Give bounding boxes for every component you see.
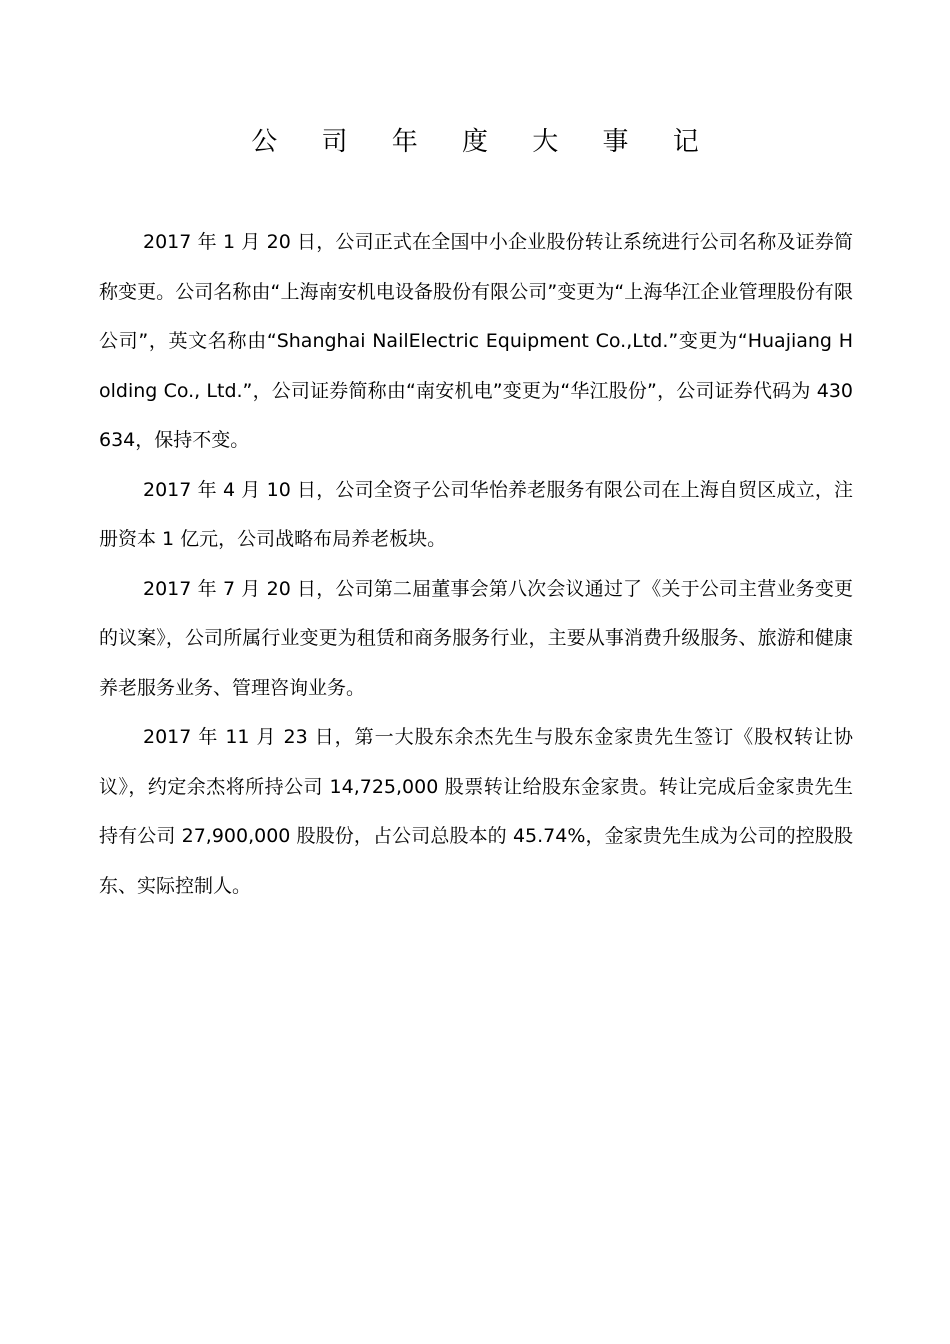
- event-paragraph-share-transfer: 2017 年 11 月 23 日，第一大股东余杰先生与股东金家贵先生签订《股权转让协议》，约定余杰将所持公司 14,725,000 股票转让给股东金家贵。转让完成后金家贵先生持有公司 27,900,000 股股份，占公司总股本的 45.74%，金家贵先生成为公司的控股股东、实际控制人。: [99, 726, 853, 897]
- event-paragraph-business-change: 2017 年 7 月 20 日，公司第二届董事会第八次会议通过了《关于公司主营业务变更的议案》，公司所属行业变更为租赁和商务服务行业，主要从事消费升级服务、旅游和健康养老服务业务、管理咨询业务。: [99, 577, 853, 699]
- document-body: [99, 218, 853, 911]
- event-paragraph-name-change: 2017 年 1 月 20 日，公司正式在全国中小企业股份转让系统进行公司名称及证券简称变更。公司名称由“上海南安机电设备股份有限公司”变更为“上海华江企业管理股份有限公司”，英文名称由“Shanghai NailElectric Equipment Co.,Ltd.”变更为“Huajiang Holding Co., Ltd.”，公司证券简称由“南安机电”变更为“华江股份”，公司证券代码为 430634，保持不变。: [99, 231, 853, 451]
- page-title: 公 司 年 度 大 事 记: [251, 127, 717, 157]
- event-paragraph-subsidiary: 2017 年 4 月 10 日，公司全资子公司华怡养老服务有限公司在上海自贸区成立，注册资本 1 亿元，公司战略布局养老板块。: [99, 478, 853, 550]
